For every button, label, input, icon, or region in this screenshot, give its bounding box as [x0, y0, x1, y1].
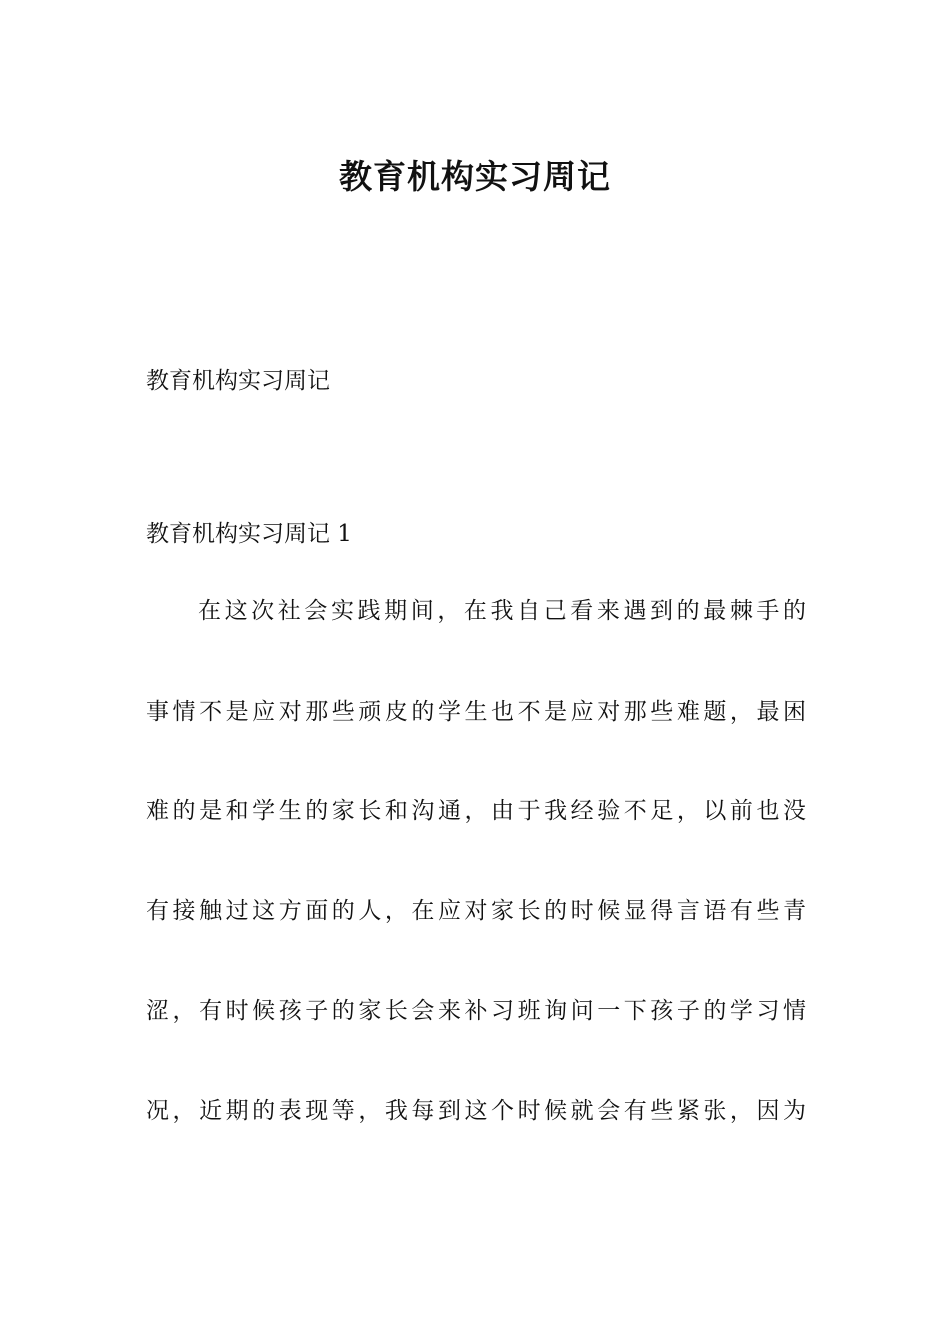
section-heading: 教育机构实习周记 1 [146, 521, 352, 547]
paragraph-line: 况，近期的表现等，我每到这个时候就会有些紧张，因为 [146, 1098, 806, 1124]
paragraph-line: 涩，有时候孩子的家长会来补习班询问一下孩子的学习情 [146, 998, 806, 1024]
paragraph-line: 有接触过这方面的人，在应对家长的时候显得言语有些青 [146, 898, 806, 924]
document-subtitle: 教育机构实习周记 [146, 368, 330, 394]
document-title: 教育机构实习周记 [339, 157, 611, 196]
paragraph-line: 在这次社会实践期间，在我自己看来遇到的最棘手的 [198, 598, 806, 624]
paragraph-line: 难的是和学生的家长和沟通，由于我经验不足，以前也没 [146, 798, 806, 824]
paragraph-line: 事情不是应对那些顽皮的学生也不是应对那些难题，最困 [146, 699, 806, 725]
